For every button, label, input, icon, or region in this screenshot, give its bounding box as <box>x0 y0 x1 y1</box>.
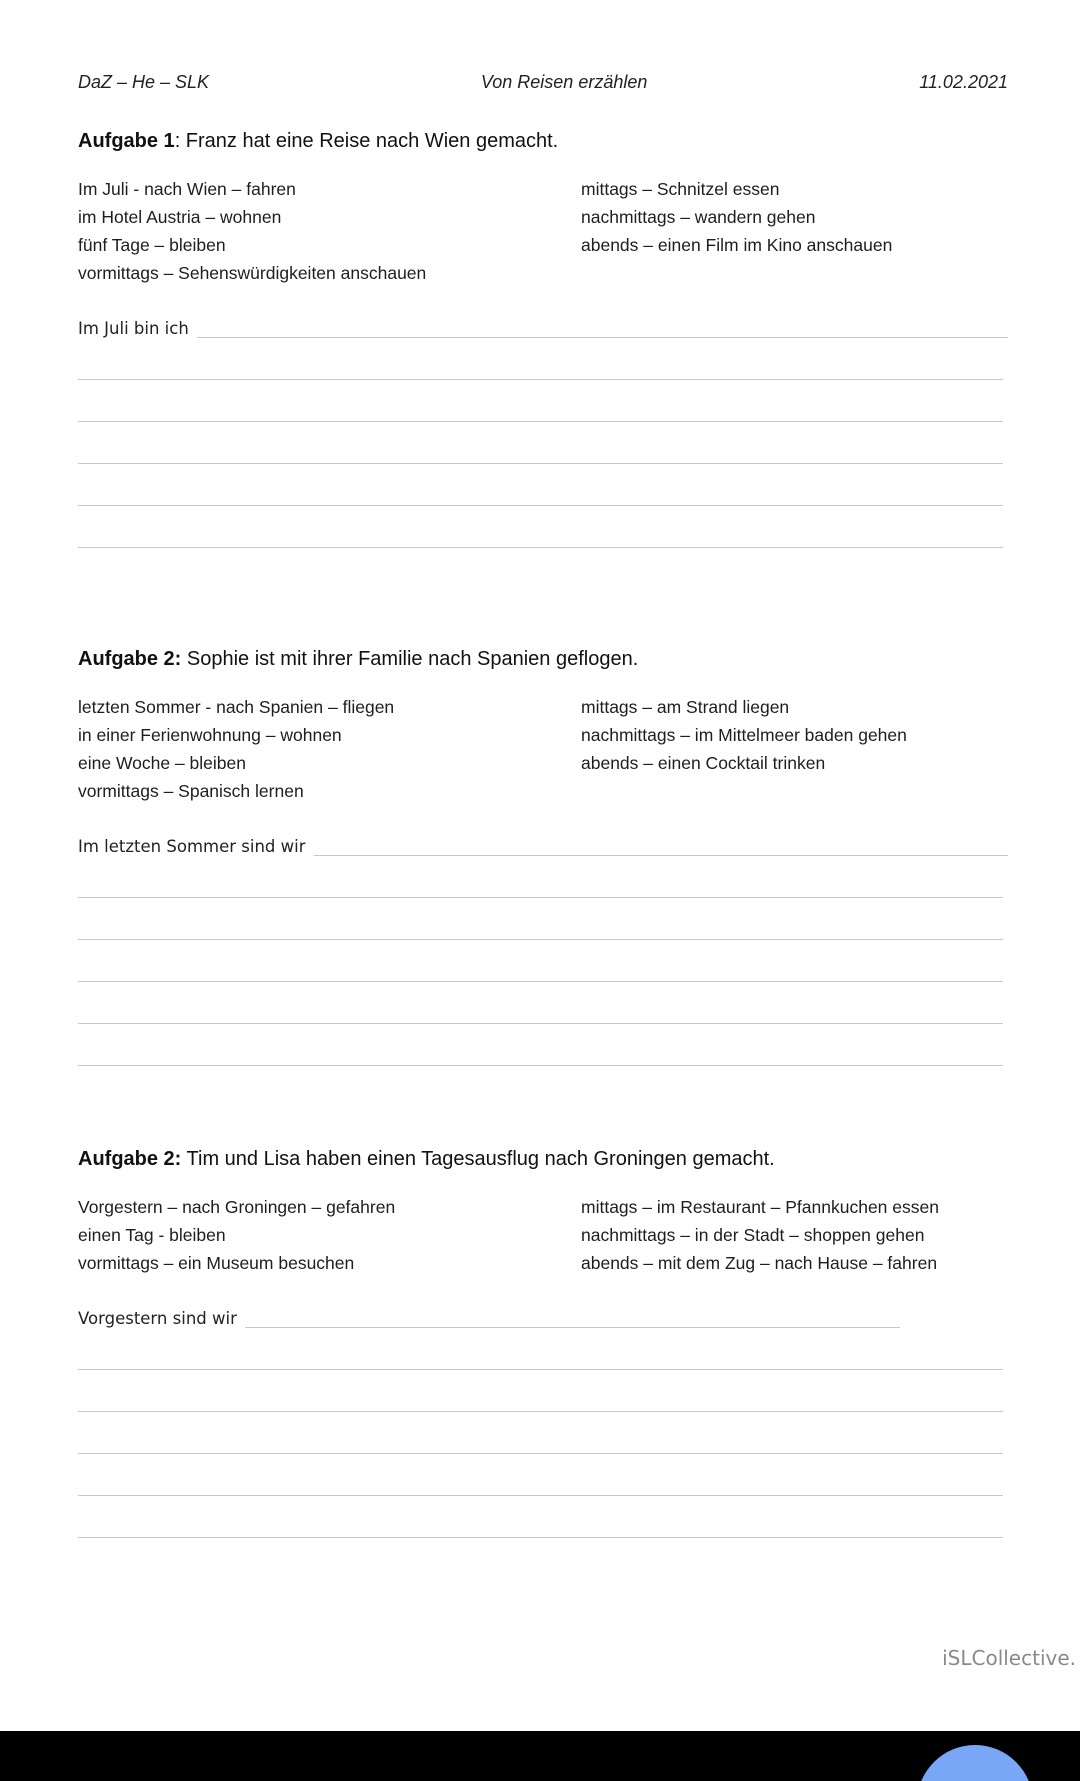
task-2-hints <box>78 693 1008 805</box>
task-3-text: Tim und Lisa haben einen Tagesausflug nach Groningen gemacht. <box>181 1148 775 1170</box>
writing-line[interactable] <box>78 1370 1003 1412</box>
writing-line[interactable] <box>78 464 1003 506</box>
hint-item: nachmittags – in der Stadt – shoppen gehen <box>581 1225 925 1245</box>
writing-line[interactable] <box>78 1454 1003 1496</box>
watermark-logo: iSLCollective. <box>942 1646 1076 1670</box>
hint-item: vormittags – Spanisch lernen <box>78 781 304 801</box>
hint-item: einen Tag - bleiben <box>78 1225 226 1245</box>
writing-line[interactable] <box>78 982 1003 1024</box>
task-2-section <box>78 648 1008 1066</box>
hint-item: abends – einen Film im Kino anschauen <box>581 235 893 255</box>
hint-item: eine Woche – bleiben <box>78 753 246 773</box>
hint-item: in einer Ferienwohnung – wohnen <box>78 725 342 745</box>
task-1-title <box>78 130 1008 153</box>
writing-line[interactable] <box>314 841 1009 856</box>
header-topic: Von Reisen erzählen <box>480 72 648 92</box>
hint-item: mittags – am Strand liegen <box>581 697 790 717</box>
hint-item: Im Juli - nach Wien – fahren <box>78 179 296 199</box>
hint-item: nachmittags – wandern gehen <box>581 207 816 227</box>
hint-item: mittags – Schnitzel essen <box>581 179 780 199</box>
writing-line[interactable] <box>245 1313 900 1328</box>
hint-item: fünf Tage – bleiben <box>78 235 226 255</box>
task-1-label-suffix: : <box>174 130 181 152</box>
writing-line[interactable] <box>78 1496 1003 1538</box>
task-3-title <box>78 1148 1008 1171</box>
task-3-section <box>78 1148 1008 1538</box>
writing-line[interactable] <box>78 940 1003 982</box>
hint-item: im Hotel Austria – wohnen <box>78 207 282 227</box>
worksheet-header <box>78 72 1008 93</box>
task-2-starter-text: Im letzten Sommer sind wir <box>78 837 306 856</box>
task-1-starter-text: Im Juli bin ich <box>78 319 189 338</box>
task-2-answer-start[interactable] <box>78 837 1008 856</box>
writing-line[interactable] <box>78 1024 1003 1066</box>
task-3-label: Aufgabe 2: <box>78 1148 182 1170</box>
writing-line[interactable] <box>78 338 1003 380</box>
hint-item: nachmittags – im Mittelmeer baden gehen <box>581 725 907 745</box>
task-3-answer-start[interactable] <box>78 1309 1008 1328</box>
header-course: DaZ – He – SLK <box>78 72 210 92</box>
writing-line[interactable] <box>78 898 1003 940</box>
hint-item: vormittags – Sehenswürdigkeiten anschauen <box>78 263 427 283</box>
hint-item: abends – einen Cocktail trinken <box>581 753 826 773</box>
task-1-label: Aufgabe 1 <box>78 130 175 152</box>
floating-action-button[interactable] <box>917 1745 1033 1781</box>
bottom-bar <box>0 1731 1080 1781</box>
writing-line[interactable] <box>78 506 1003 548</box>
hint-item: letzten Sommer - nach Spanien – fliegen <box>78 697 395 717</box>
writing-line[interactable] <box>78 1412 1003 1454</box>
task-1-hints <box>78 175 1008 287</box>
task-2-label: Aufgabe 2: <box>78 648 182 670</box>
writing-line[interactable] <box>78 380 1003 422</box>
task-1-section <box>78 130 1008 548</box>
hint-item: mittags – im Restaurant – Pfannkuchen essen <box>581 1197 939 1217</box>
task-1-text: Franz hat eine Reise nach Wien gemacht. <box>180 130 559 152</box>
task-3-hints <box>78 1193 1008 1277</box>
header-date: 11.02.2021 <box>919 72 1008 92</box>
hint-item: vormittags – ein Museum besuchen <box>78 1253 355 1273</box>
writing-line[interactable] <box>78 856 1003 898</box>
hint-item: abends – mit dem Zug – nach Hause – fahren <box>581 1253 938 1273</box>
hint-item: Vorgestern – nach Groningen – gefahren <box>78 1197 396 1217</box>
task-2-text: Sophie ist mit ihrer Familie nach Spanien geflogen. <box>181 648 639 670</box>
task-2-title <box>78 648 1008 671</box>
task-1-answer-start[interactable] <box>78 319 1008 338</box>
writing-line[interactable] <box>78 422 1003 464</box>
task-3-starter-text: Vorgestern sind wir <box>78 1309 237 1328</box>
writing-line[interactable] <box>197 323 1008 338</box>
writing-line[interactable] <box>78 1328 1003 1370</box>
